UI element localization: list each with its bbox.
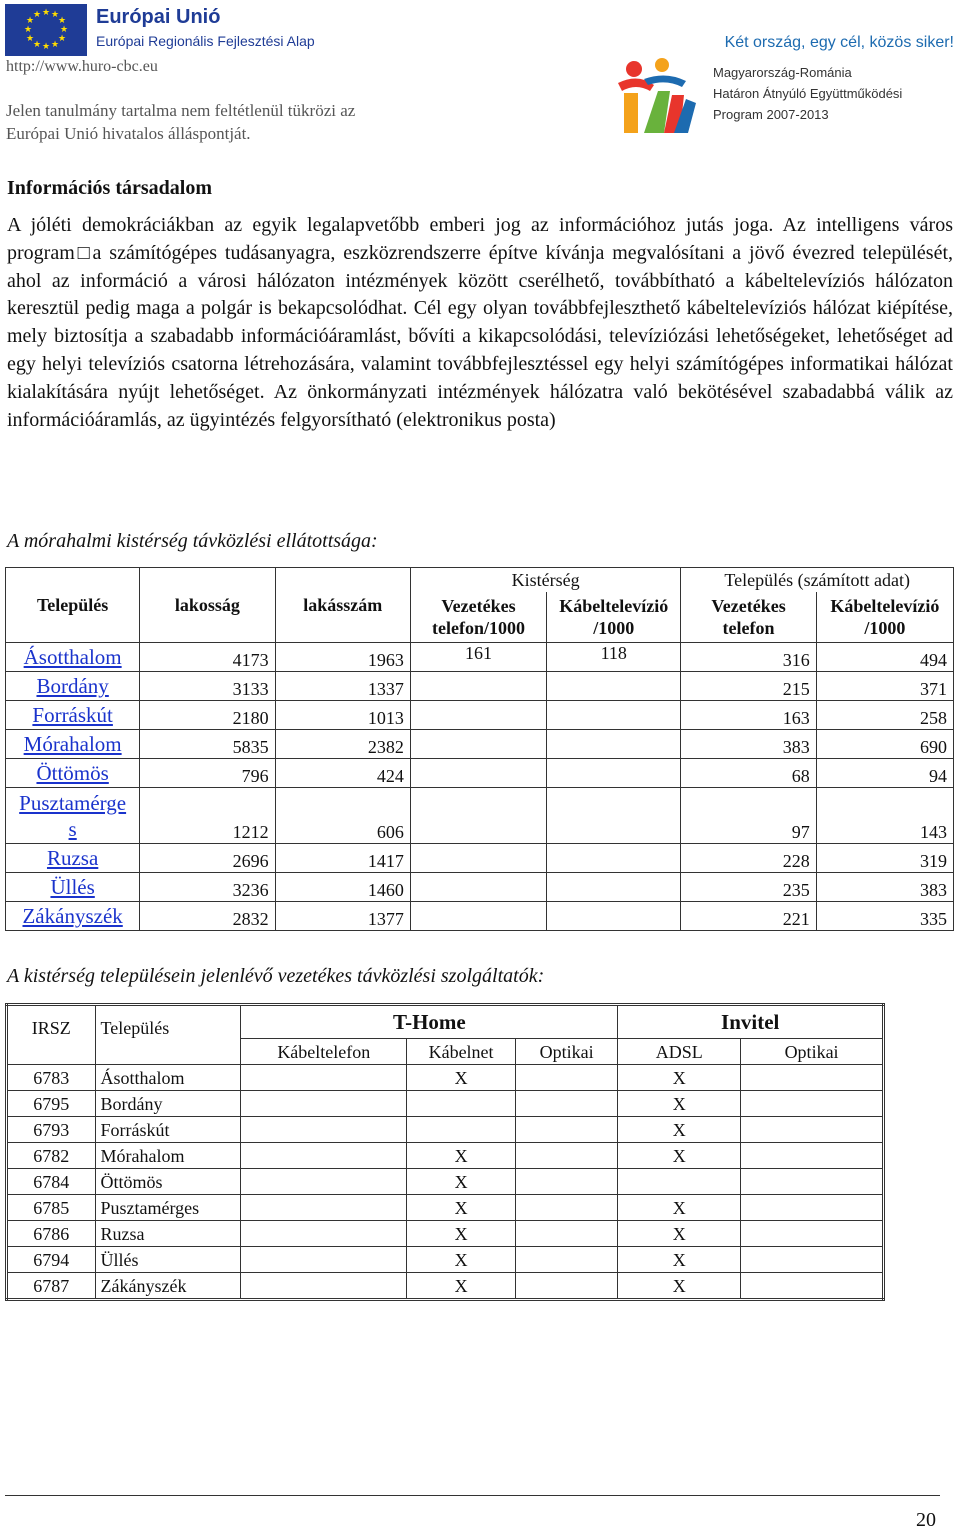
town-link[interactable]: Zákányszék: [6, 902, 140, 931]
cell-optikai: [515, 1247, 618, 1273]
cell-kisterseg-kabeltv: [547, 902, 681, 931]
cell-telepules: Bordány: [95, 1091, 241, 1117]
cell-optikai: [515, 1091, 618, 1117]
table-row: [7, 1117, 884, 1143]
cell-lakasszam: 1013: [275, 701, 410, 730]
cell-telepules-kabeltv: 494: [816, 643, 953, 672]
table-row: [7, 1247, 884, 1273]
table-row: [7, 1195, 884, 1221]
cell-kisterseg-kabeltv: [547, 730, 681, 759]
cell-kabeltelefon: [241, 1117, 407, 1143]
cell-telepules: Mórahalom: [95, 1143, 241, 1169]
table-row: [6, 730, 954, 759]
disclaimer-line-2: Európai Unió hivatalos álláspontját.: [6, 124, 251, 143]
cell-lakasszam: 1377: [275, 902, 410, 931]
cell-adsl: X: [618, 1247, 741, 1273]
cell-telepules: Forráskút: [95, 1117, 241, 1143]
cell-kabelnet: X: [407, 1065, 516, 1091]
cell-optikai-invitel: [741, 1221, 884, 1247]
cell-irsz: 6784: [7, 1169, 96, 1195]
cell-kabelnet: [407, 1117, 516, 1143]
col-adsl: ADSL: [618, 1039, 741, 1065]
cell-optikai-invitel: [741, 1195, 884, 1221]
cell-telepules: Ruzsa: [95, 1221, 241, 1247]
col-telepules: Település: [6, 568, 140, 643]
town-link[interactable]: Öttömös: [6, 759, 140, 788]
cell-kabelnet: X: [407, 1273, 516, 1300]
col-kabeltelefon: Kábeltelefon: [241, 1039, 407, 1065]
cell-telepules-vezetekes: 235: [681, 873, 816, 902]
cell-irsz: 6795: [7, 1091, 96, 1117]
town-link[interactable]: Mórahalom: [6, 730, 140, 759]
col-irsz: IRSZ: [7, 1005, 96, 1065]
cell-kisterseg-kabeltv: [547, 759, 681, 788]
cell-kisterseg-vezetekes: 161: [410, 643, 546, 672]
town-link[interactable]: Ruzsa: [6, 844, 140, 873]
huro-program-logo: [614, 55, 704, 137]
cell-kabeltelefon: [241, 1195, 407, 1221]
cell-kabelnet: X: [407, 1143, 516, 1169]
cell-telepules-kabeltv: 371: [816, 672, 953, 701]
eu-flag-logo: [5, 4, 87, 56]
cell-lakossag: 796: [140, 759, 275, 788]
town-link[interactable]: Forráskút: [6, 701, 140, 730]
cell-telepules-kabeltv: 143: [816, 788, 953, 844]
program-line-3: Program 2007-2013: [713, 107, 829, 122]
cell-optikai-invitel: [741, 1065, 884, 1091]
svg-text:★: ★: [50, 39, 60, 49]
telecom-coverage-table: [5, 567, 954, 931]
cell-telepules-vezetekes: 228: [681, 844, 816, 873]
cell-kisterseg-vezetekes: [410, 701, 546, 730]
program-url-link[interactable]: http://www.huro-cbc.eu: [6, 58, 158, 75]
cell-telepules-kabeltv: 690: [816, 730, 953, 759]
cell-lakossag: 5835: [140, 730, 275, 759]
program-figures-icon: [614, 55, 704, 137]
cell-kabeltelefon: [241, 1273, 407, 1300]
cell-optikai: [515, 1117, 618, 1143]
cell-kabeltelefon: [241, 1221, 407, 1247]
cell-irsz: 6782: [7, 1143, 96, 1169]
cell-telepules-vezetekes: 215: [681, 672, 816, 701]
cell-optikai: [515, 1065, 618, 1091]
cell-lakossag: 3236: [140, 873, 275, 902]
col-optikai-invitel: Optikai: [741, 1039, 884, 1065]
cell-lakossag: 3133: [140, 672, 275, 701]
table-row: [6, 672, 954, 701]
table-row: [6, 844, 954, 873]
cell-irsz: 6785: [7, 1195, 96, 1221]
cell-telepules-vezetekes: 221: [681, 902, 816, 931]
col-kisterseg-kabeltv: Kábeltelevízió /1000: [547, 592, 681, 643]
cell-telepules: Öttömös: [95, 1169, 241, 1195]
svg-text:★: ★: [32, 39, 42, 49]
svg-text:★: ★: [50, 9, 60, 19]
eu-stars-icon: [5, 4, 87, 56]
cell-kisterseg-vezetekes: [410, 759, 546, 788]
cell-telepules-vezetekes: 68: [681, 759, 816, 788]
slogan: Két ország, egy cél, közös siker!: [724, 34, 954, 51]
page-number: 20: [916, 1509, 936, 1531]
cell-lakossag: 2180: [140, 701, 275, 730]
table-row: [7, 1273, 884, 1300]
cell-lakossag: 2696: [140, 844, 275, 873]
town-link[interactable]: Üllés: [6, 873, 140, 902]
cell-kabeltelefon: [241, 1247, 407, 1273]
table-row: [7, 1221, 884, 1247]
svg-text:★: ★: [41, 7, 51, 17]
eu-subtitle: Európai Regionális Fejlesztési Alap: [96, 33, 315, 49]
cell-kisterseg-kabeltv: 118: [547, 643, 681, 672]
cell-lakossag: 1212: [140, 788, 275, 844]
cell-telepules-vezetekes: 383: [681, 730, 816, 759]
provider-header-row: [7, 1005, 884, 1039]
cell-telepules-kabeltv: 94: [816, 759, 953, 788]
col-telepules: Település: [95, 1005, 241, 1065]
section-title: Információs társadalom: [7, 177, 212, 199]
cell-adsl: X: [618, 1065, 741, 1091]
cell-telepules-vezetekes: 163: [681, 701, 816, 730]
cell-lakasszam: 1417: [275, 844, 410, 873]
footer-divider: [5, 1495, 940, 1496]
cell-kisterseg-kabeltv: [547, 788, 681, 844]
cell-telepules: Zákányszék: [95, 1273, 241, 1300]
cell-kisterseg-vezetekes: [410, 844, 546, 873]
cell-optikai-invitel: [741, 1117, 884, 1143]
cell-kabelnet: X: [407, 1169, 516, 1195]
col-optikai: Optikai: [515, 1039, 618, 1065]
col-telepules-vezetekes: Vezetékes telefon: [681, 592, 816, 643]
cell-optikai-invitel: [741, 1143, 884, 1169]
cell-kisterseg-vezetekes: [410, 730, 546, 759]
cell-telepules-kabeltv: 319: [816, 844, 953, 873]
table-row: [6, 759, 954, 788]
cell-optikai-invitel: [741, 1273, 884, 1300]
table-row: [6, 788, 954, 844]
cell-lakasszam: 1460: [275, 873, 410, 902]
table1-caption: A mórahalmi kistérség távközlési ellátottsága:: [7, 530, 378, 552]
svg-text:★: ★: [57, 15, 67, 25]
cell-telepules-vezetekes: 316: [681, 643, 816, 672]
cell-lakasszam: 2382: [275, 730, 410, 759]
cell-telepules: Pusztamérges: [95, 1195, 241, 1221]
group-telepules: Település (számított adat): [681, 568, 954, 592]
table-row: [7, 1091, 884, 1117]
cell-kabelnet: X: [407, 1195, 516, 1221]
table-row: [7, 1065, 884, 1091]
table-row: [6, 902, 954, 931]
col-lakasszam: lakásszám: [275, 568, 410, 643]
cell-irsz: 6787: [7, 1273, 96, 1300]
cell-telepules-vezetekes: 97: [681, 788, 816, 844]
group-kisterseg: Kistérség: [410, 568, 681, 592]
svg-text:★: ★: [23, 24, 33, 34]
svg-text:★: ★: [32, 9, 42, 19]
cell-kisterseg-vezetekes: [410, 672, 546, 701]
svg-text:★: ★: [25, 33, 35, 43]
cell-optikai: [515, 1169, 618, 1195]
cell-kabeltelefon: [241, 1143, 407, 1169]
cell-telepules-kabeltv: 335: [816, 902, 953, 931]
cell-kabeltelefon: [241, 1169, 407, 1195]
town-link[interactable]: Pusztamérge s: [6, 788, 140, 844]
town-link[interactable]: Ásotthalom: [6, 643, 140, 672]
eu-title: Európai Unió: [96, 6, 221, 28]
cell-kabeltelefon: [241, 1091, 407, 1117]
cell-adsl: X: [618, 1221, 741, 1247]
cell-kisterseg-kabeltv: [547, 873, 681, 902]
cell-optikai: [515, 1195, 618, 1221]
provider-invitel: Invitel: [618, 1005, 884, 1039]
cell-irsz: 6783: [7, 1065, 96, 1091]
cell-optikai-invitel: [741, 1091, 884, 1117]
cell-optikai: [515, 1221, 618, 1247]
col-kabelnet: Kábelnet: [407, 1039, 516, 1065]
cell-lakasszam: 606: [275, 788, 410, 844]
cell-lakasszam: 1337: [275, 672, 410, 701]
col-telepules-kabeltv: Kábeltelevízió /1000: [816, 592, 953, 643]
cell-adsl: X: [618, 1143, 741, 1169]
cell-irsz: 6794: [7, 1247, 96, 1273]
cell-kisterseg-kabeltv: [547, 672, 681, 701]
table-row: [7, 1169, 884, 1195]
cell-lakasszam: 424: [275, 759, 410, 788]
cell-lakossag: 2832: [140, 902, 275, 931]
table-row: [7, 1143, 884, 1169]
body-paragraph: A jóléti demokráciákban az egyik legalapvetőbb emberi jog az információhoz jutás joga. Az intelligens város program□a számítógépes tudásanyagra, eszközrendszerre építve kívánja megvalósítani a jövő évezred települését, ahol az információ a városi hálózaton intézmények között cserélhető, továbbítható a kábeltelevíziós hálózaton keresztül pedig maga a polgár is bekapcsolódhat. Cél egy olyan továbbfejleszthető kábeltelevíziós hálózat kiépítése, mely biztosítja a szabadabb információáramlást, bővíti a kikapcsolódási, televíziózási lehetőségeket, lehetőséget ad egy helyi televíziós csatorna létrehozására, valamint továbbfejlesztéssel egy helyi számítógépes informatikai hálózat kialakítására nyújt lehetőséget. Az önkormányzati intézmények hálózatra való bekötésével szabadabbá válik az információáramlás, az ügyintézés felgyorsítható (elektronikus posta): [7, 214, 953, 431]
table-row: [6, 643, 954, 672]
table-row: [6, 873, 954, 902]
cell-kisterseg-vezetekes: [410, 873, 546, 902]
svg-text:★: ★: [59, 24, 69, 34]
cell-optikai-invitel: [741, 1169, 884, 1195]
cell-optikai: [515, 1273, 618, 1300]
cell-irsz: 6786: [7, 1221, 96, 1247]
cell-telepules-kabeltv: 383: [816, 873, 953, 902]
cell-kisterseg-vezetekes: [410, 788, 546, 844]
cell-optikai: [515, 1143, 618, 1169]
svg-text:★: ★: [41, 41, 51, 51]
cell-lakasszam: 1963: [275, 643, 410, 672]
cell-lakossag: 4173: [140, 643, 275, 672]
cell-adsl: X: [618, 1117, 741, 1143]
cell-adsl: X: [618, 1195, 741, 1221]
cell-kisterseg-vezetekes: [410, 902, 546, 931]
table-row: [6, 701, 954, 730]
cell-telepules-kabeltv: 258: [816, 701, 953, 730]
program-line-1: Magyarország-Románia: [713, 65, 852, 80]
cell-adsl: X: [618, 1273, 741, 1300]
program-line-2: Határon Átnyúló Együttműködési: [713, 86, 903, 101]
col-lakossag: lakosság: [140, 568, 275, 643]
svg-text:★: ★: [25, 15, 35, 25]
provider-thome: T-Home: [241, 1005, 618, 1039]
cell-adsl: X: [618, 1091, 741, 1117]
cell-kabelnet: X: [407, 1221, 516, 1247]
table2-caption: A kistérség településein jelenlévő vezetékes távközlési szolgáltatók:: [7, 965, 545, 987]
col-kisterseg-vezetekes: Vezetékes telefon/1000: [410, 592, 546, 643]
svg-text:★: ★: [57, 33, 67, 43]
cell-adsl: [618, 1169, 741, 1195]
cell-kabeltelefon: [241, 1065, 407, 1091]
disclaimer-line-1: Jelen tanulmány tartalma nem feltétlenül tükrözi az: [6, 101, 356, 120]
providers-table: [5, 1003, 885, 1301]
cell-irsz: 6793: [7, 1117, 96, 1143]
cell-telepules: Üllés: [95, 1247, 241, 1273]
town-link[interactable]: Bordány: [6, 672, 140, 701]
cell-kabelnet: X: [407, 1247, 516, 1273]
cell-kabelnet: [407, 1091, 516, 1117]
cell-kisterseg-kabeltv: [547, 701, 681, 730]
cell-telepules: Ásotthalom: [95, 1065, 241, 1091]
cell-kisterseg-kabeltv: [547, 844, 681, 873]
cell-optikai-invitel: [741, 1247, 884, 1273]
